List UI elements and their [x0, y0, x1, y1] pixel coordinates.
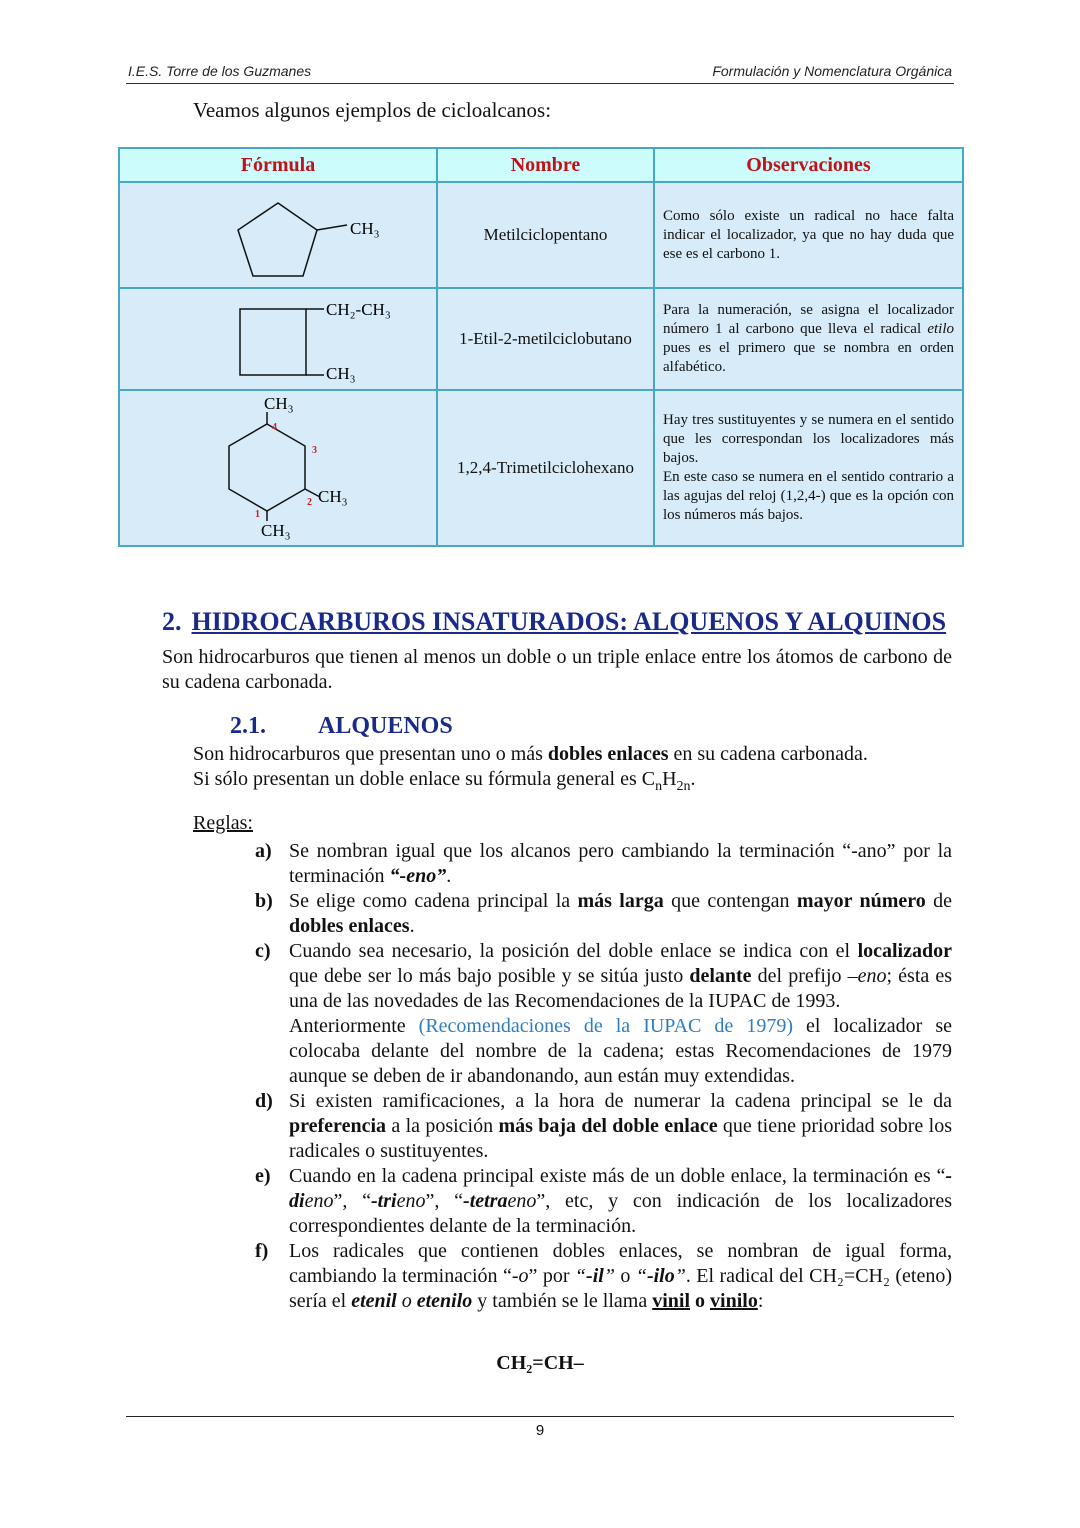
cyclopentane-structure: [120, 183, 436, 287]
section-heading: 2. HIDROCARBUROS INSATURADOS: ALQUENOS Y ALQUINOS: [162, 607, 947, 636]
section-intro: Son hidrocarburos que tienen al menos un doble o un triple enlace entre los átomos de carbono de su cadena carbonada.: [162, 646, 952, 693]
locant-label: 3: [312, 445, 317, 456]
header-name: Nombre: [437, 148, 654, 182]
methyl-label: CH₃: [350, 219, 380, 238]
ethyl-label: CH₂-CH₃: [326, 300, 391, 319]
rule-a: a) Se nombran igual que los alcanos pero cambiando la terminación “-ano” por la terminación “-eno”.: [255, 840, 952, 887]
rule-e: e) Cuando en la cadena principal existe más de un doble enlace, la terminación es “-dieno”, “-trieno”, “-tetraeno”, etc, y con indicación de los localizadores correspondientes delante de la terminación.: [255, 1165, 952, 1237]
observation-text: Para la numeración, se asigna el localizador número 1 al carbono que lleva el radical etilo pues es el primero que se nombra en orden alfabético.: [654, 288, 963, 390]
header-formula: Fórmula: [119, 148, 437, 182]
locant-label: 1: [255, 509, 260, 520]
cyclohexane-structure: [120, 391, 436, 545]
header-rule: [126, 83, 954, 84]
footer-rule: [126, 1416, 954, 1417]
compound-name: 1-Etil-2-metilciclobutano: [437, 288, 654, 390]
methyl-label: CH₃: [261, 521, 291, 540]
vinyl-formula: CH₂=CH–: [496, 1352, 584, 1374]
cycloalkane-table: [118, 147, 964, 547]
rules-label: Reglas:: [193, 812, 253, 834]
rule-f: f) Los radicales que contienen dobles enlaces, se nombran de igual forma, cambiando la terminación “-o” por “-il” o “-ilo”. El radical del CH₂=CH₂ (eteno) sería el etenil o etenilo y también se le llama vinil o vinilo:: [255, 1240, 952, 1312]
table-row: [119, 182, 963, 288]
iupac-1979-link[interactable]: (Recomendaciones de la IUPAC de 1979): [418, 1015, 793, 1037]
rule-d: d) Si existen ramificaciones, a la hora de numerar la cadena principal se le da preferencia a la posición más baja del doble enlace que tiene prioridad sobre los radicales o sustituyentes.: [255, 1090, 952, 1162]
header-right: Formulación y Nomenclatura Orgánica: [712, 63, 952, 79]
header-left: I.E.S. Torre de los Guzmanes: [128, 63, 312, 79]
formula-cell: [119, 182, 437, 288]
methyl-label: CH₃: [264, 394, 294, 413]
methyl-label: CH₃: [318, 487, 348, 506]
rule-c: c) Cuando sea necesario, la posición del doble enlace se indica con el localizador que debe ser lo más bajo posible y se sitúa justo delante del prefijo –eno; ésta es una de las novedades de las Recomendaciones de la IUPAC de 1993. Anteriormente (Recomendaciones de la IUPAC de 1979) el localizador se colocaba delante del nombre de la cadena; estas Recomendaciones de 1979 aunque se deben de ir abandonando, aun están muy extendidas.: [255, 940, 953, 1087]
header-observations: Observaciones: [654, 148, 963, 182]
methyl-label: CH₃: [326, 364, 356, 383]
compound-name: Metilciclopentano: [437, 182, 654, 288]
intro-text: Veamos algunos ejemplos de cicloalcanos:: [193, 98, 552, 122]
rule-b: b) Se elige como cadena principal la más larga que contengan mayor número de dobles enlaces.: [255, 890, 952, 937]
observation-text: Como sólo existe un radical no hace falta indicar el localizador, ya que no hay duda que ese es el carbono 1.: [654, 182, 963, 288]
page-number: 9: [535, 1422, 545, 1439]
cyclobutane-structure: [120, 289, 436, 389]
locant-label: 2: [307, 497, 312, 508]
locant-label: 4: [272, 422, 277, 433]
formula-cell: [119, 390, 437, 546]
rules-list: [255, 839, 952, 1314]
compound-name: 1,2,4-Trimetilciclohexano: [437, 390, 654, 546]
table-row: [119, 288, 963, 390]
general-formula: Si sólo presentan un doble enlace su fórmula general es $C_nH_{2n}$.: [193, 768, 696, 794]
formula-cell: [119, 288, 437, 390]
observation-text: Hay tres sustituyentes y se numera en el sentido que les correspondan los localizadores más bajos. En este caso se numera en el sentido contrario a las agujas del reloj (1,2,4-) que es la opción con los números más bajos.: [654, 390, 963, 546]
table-row: [119, 390, 963, 546]
alkene-definition: Son hidrocarburos que presentan uno o más dobles enlaces en su cadena carbonada.: [193, 743, 868, 765]
subsection-heading: 2.1. ALQUENOS: [230, 713, 453, 739]
